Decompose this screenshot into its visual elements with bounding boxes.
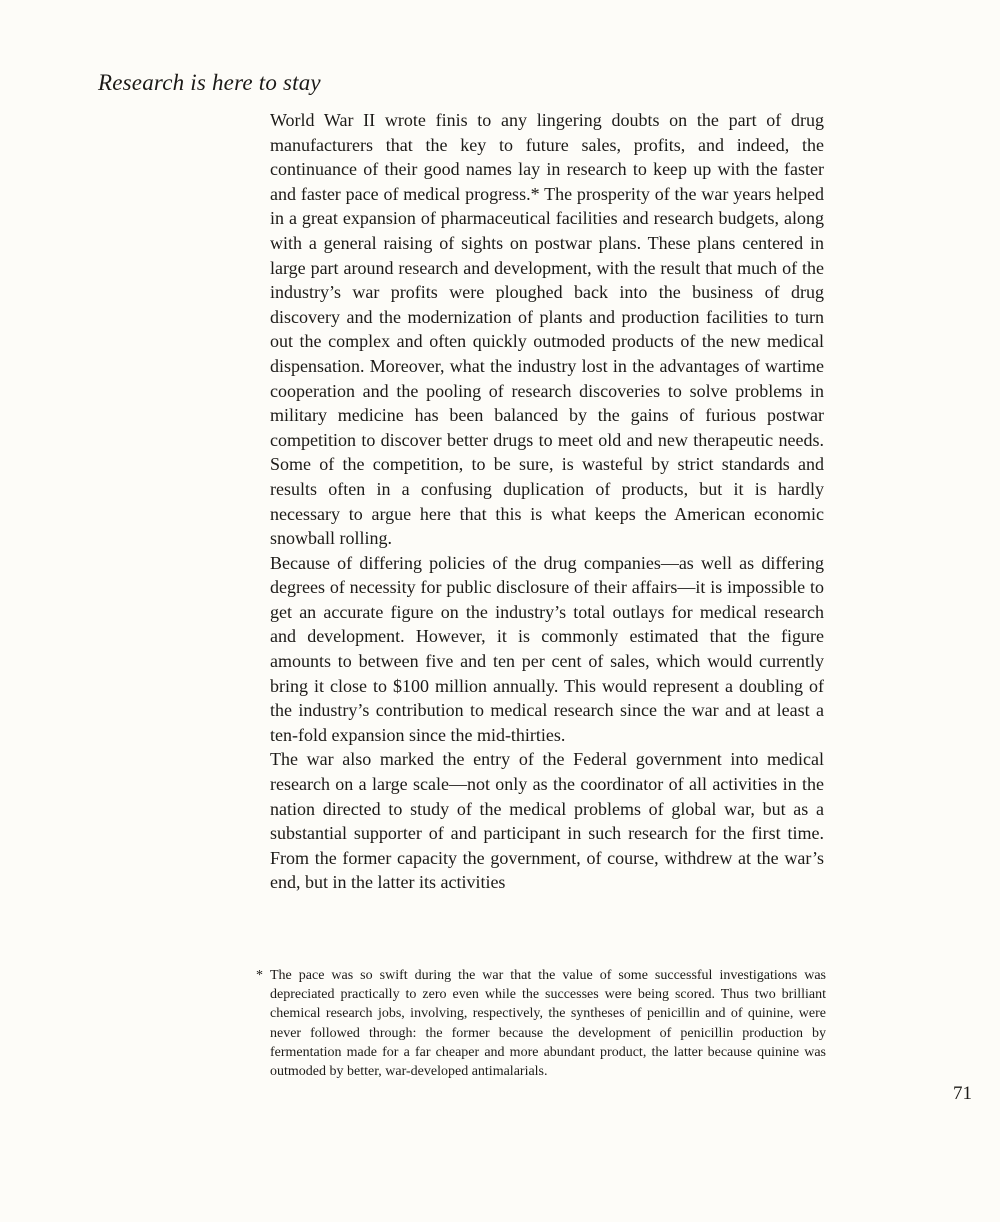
footnote-mark: *: [256, 968, 263, 983]
paragraph-1: World War II wrote finis to any lingering doubts on the part of drug manufacturers that the key to future sales, profits, and indeed, the continuance of their good names lay in research to keep up with the faster and faster pace of medical progress.* The prosperity of the war years helped in a great expansion of pharmaceutical facilities and research budgets, along with a general raising of sights on postwar plans. These plans centered in large part around research and development, with the result that much of the industry’s war profits were ploughed back into the business of drug discovery and the modernization of plants and production facilities to turn out the complex and often quickly outmoded products of the new medical dispensation. Moreover, what the industry lost in the advantages of wartime cooperation and the pooling of research discoveries to solve problems in military medicine has been balanced by the gains of furious postwar competition to discover better drugs to meet old and new therapeutic needs. Some of the competition, to be sure, is wasteful by strict standards and results often in a confusing duplication of products, but it is hardly necessary to argue here that this is what keeps the American economic snowball rolling.: [270, 110, 824, 549]
page-number: 71: [953, 1083, 972, 1104]
section-heading: Research is here to stay: [98, 70, 321, 95]
paragraph-2: Because of differing policies of the drug companies—as well as differing degrees of necessity for public disclosure of their affairs—it is impossible to get an accurate figure on the industry’s total outlays for medical research and development. However, it is commonly estimated that the figure amounts to between five and ten per cent of sales, which would currently bring it close to $100 million annually. This would represent a doubling of the industry’s contribution to medical research since the war and at least a ten-fold expansion since the mid-thirties.: [270, 552, 824, 745]
paragraph-3: The war also marked the entry of the Federal government into medical research on a large scale—not only as the coordinator of all activities in the nation directed to study of the medical problems of global war, but as a substantial supporter of and participant in such research for the first time. From the former capacity the government, of course, withdrew at the war’s end, but in the latter its activities: [270, 749, 824, 893]
footnote-text: The pace was so swift during the war that the value of some successful investigations was depreciated practically to zero even while the successes were being scored. Thus two brilliant chemical research jobs, involving, respectively, the syntheses of penicillin and of quinine, were never followed through: the former because the development of penicillin production by fermentation made for a far cheaper and more abundant product, the latter because quinine was outmoded by better, war-developed antimalarials.: [270, 968, 826, 1080]
footnote: [256, 966, 826, 1081]
body-text: [270, 108, 824, 895]
